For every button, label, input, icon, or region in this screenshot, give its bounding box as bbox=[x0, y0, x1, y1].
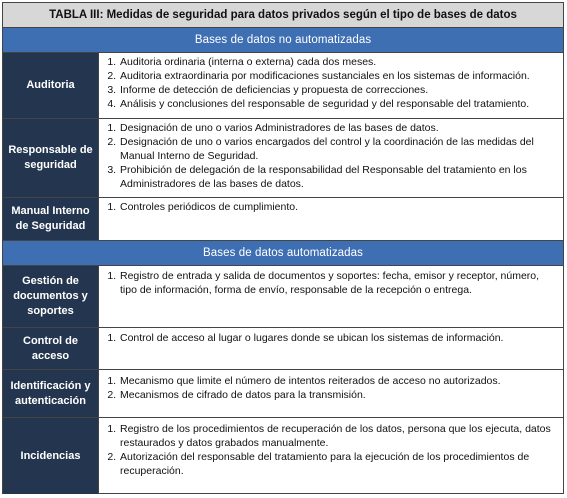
row-content bbox=[99, 266, 563, 327]
row-label: Auditoria bbox=[3, 53, 99, 118]
row-label: Manual Interno de Seguridad bbox=[3, 198, 99, 240]
list-item: 2. Mecanismos de cifrado de datos para la transmisión. bbox=[119, 388, 557, 402]
row-label: Responsable de seguridad bbox=[3, 119, 99, 197]
table-row bbox=[3, 266, 563, 328]
list-item: 3. Prohibición de delegación de la responsabilidad del Responsable del tratamiento en los Administradores de las bases de datos. bbox=[119, 163, 557, 191]
table-row bbox=[3, 119, 563, 198]
list-item: 2. Designación de uno o varios encargados del control y la coordinación de las medidas del Manual Interno de Seguridad. bbox=[119, 135, 557, 163]
list-item: 1. Control de acceso al lugar o lugares donde se ubican los sistemas de información. bbox=[119, 331, 557, 345]
section-heading-automated: Bases de datos automatizadas bbox=[3, 241, 563, 266]
list-item: 1. Designación de uno o varios Administradores de las bases de datos. bbox=[119, 121, 557, 135]
row-content bbox=[99, 53, 563, 118]
list-item: 1. Registro de los procedimientos de recuperación de los datos, persona que los ejecuta, datos restaurados y datos grabados manualmente. bbox=[119, 422, 557, 450]
table-title: TABLA III: Medidas de seguridad para datos privados según el tipo de bases de datos bbox=[3, 3, 563, 28]
table-row bbox=[3, 198, 563, 241]
row-label: Identificación y autenticación bbox=[3, 370, 99, 417]
table-row bbox=[3, 370, 563, 418]
table-row bbox=[3, 53, 563, 119]
row-label: Incidencias bbox=[3, 418, 99, 494]
row-content bbox=[99, 418, 563, 494]
row-label: Gestión de documentos y soportes bbox=[3, 266, 99, 327]
list-item: 3. Informe de detección de deficiencias y propuesta de correcciones. bbox=[119, 83, 557, 97]
row-content bbox=[99, 370, 563, 417]
list-item: 1. Controles periódicos de cumplimiento. bbox=[119, 200, 557, 214]
list-item: 2. Auditoria extraordinaria por modificaciones sustanciales en los sistemas de información. bbox=[119, 69, 557, 83]
list-item: 2. Autorización del responsable del tratamiento para la ejecución de los procedimientos de recuperación. bbox=[119, 450, 557, 478]
row-content bbox=[99, 119, 563, 197]
table-row bbox=[3, 328, 563, 370]
row-content bbox=[99, 198, 563, 240]
list-item: 1. Mecanismo que limite el número de intentos reiterados de acceso no autorizados. bbox=[119, 374, 557, 388]
list-item: 4. Análisis y conclusiones del responsable de seguridad y del responsable del tratamiento. bbox=[119, 97, 557, 111]
list-item: 1. Auditoria ordinaria (interna o externa) cada dos meses. bbox=[119, 55, 557, 69]
security-measures-table bbox=[2, 2, 564, 494]
section-heading-non-automated: Bases de datos no automatizadas bbox=[3, 28, 563, 53]
row-label: Control de acceso bbox=[3, 328, 99, 369]
table-row bbox=[3, 418, 563, 494]
row-content bbox=[99, 328, 563, 369]
list-item: 1. Registro de entrada y salida de documentos y soportes: fecha, emisor y receptor, número, tipo de información, forma de envío, responsable de la recepción o entrega. bbox=[119, 269, 557, 297]
